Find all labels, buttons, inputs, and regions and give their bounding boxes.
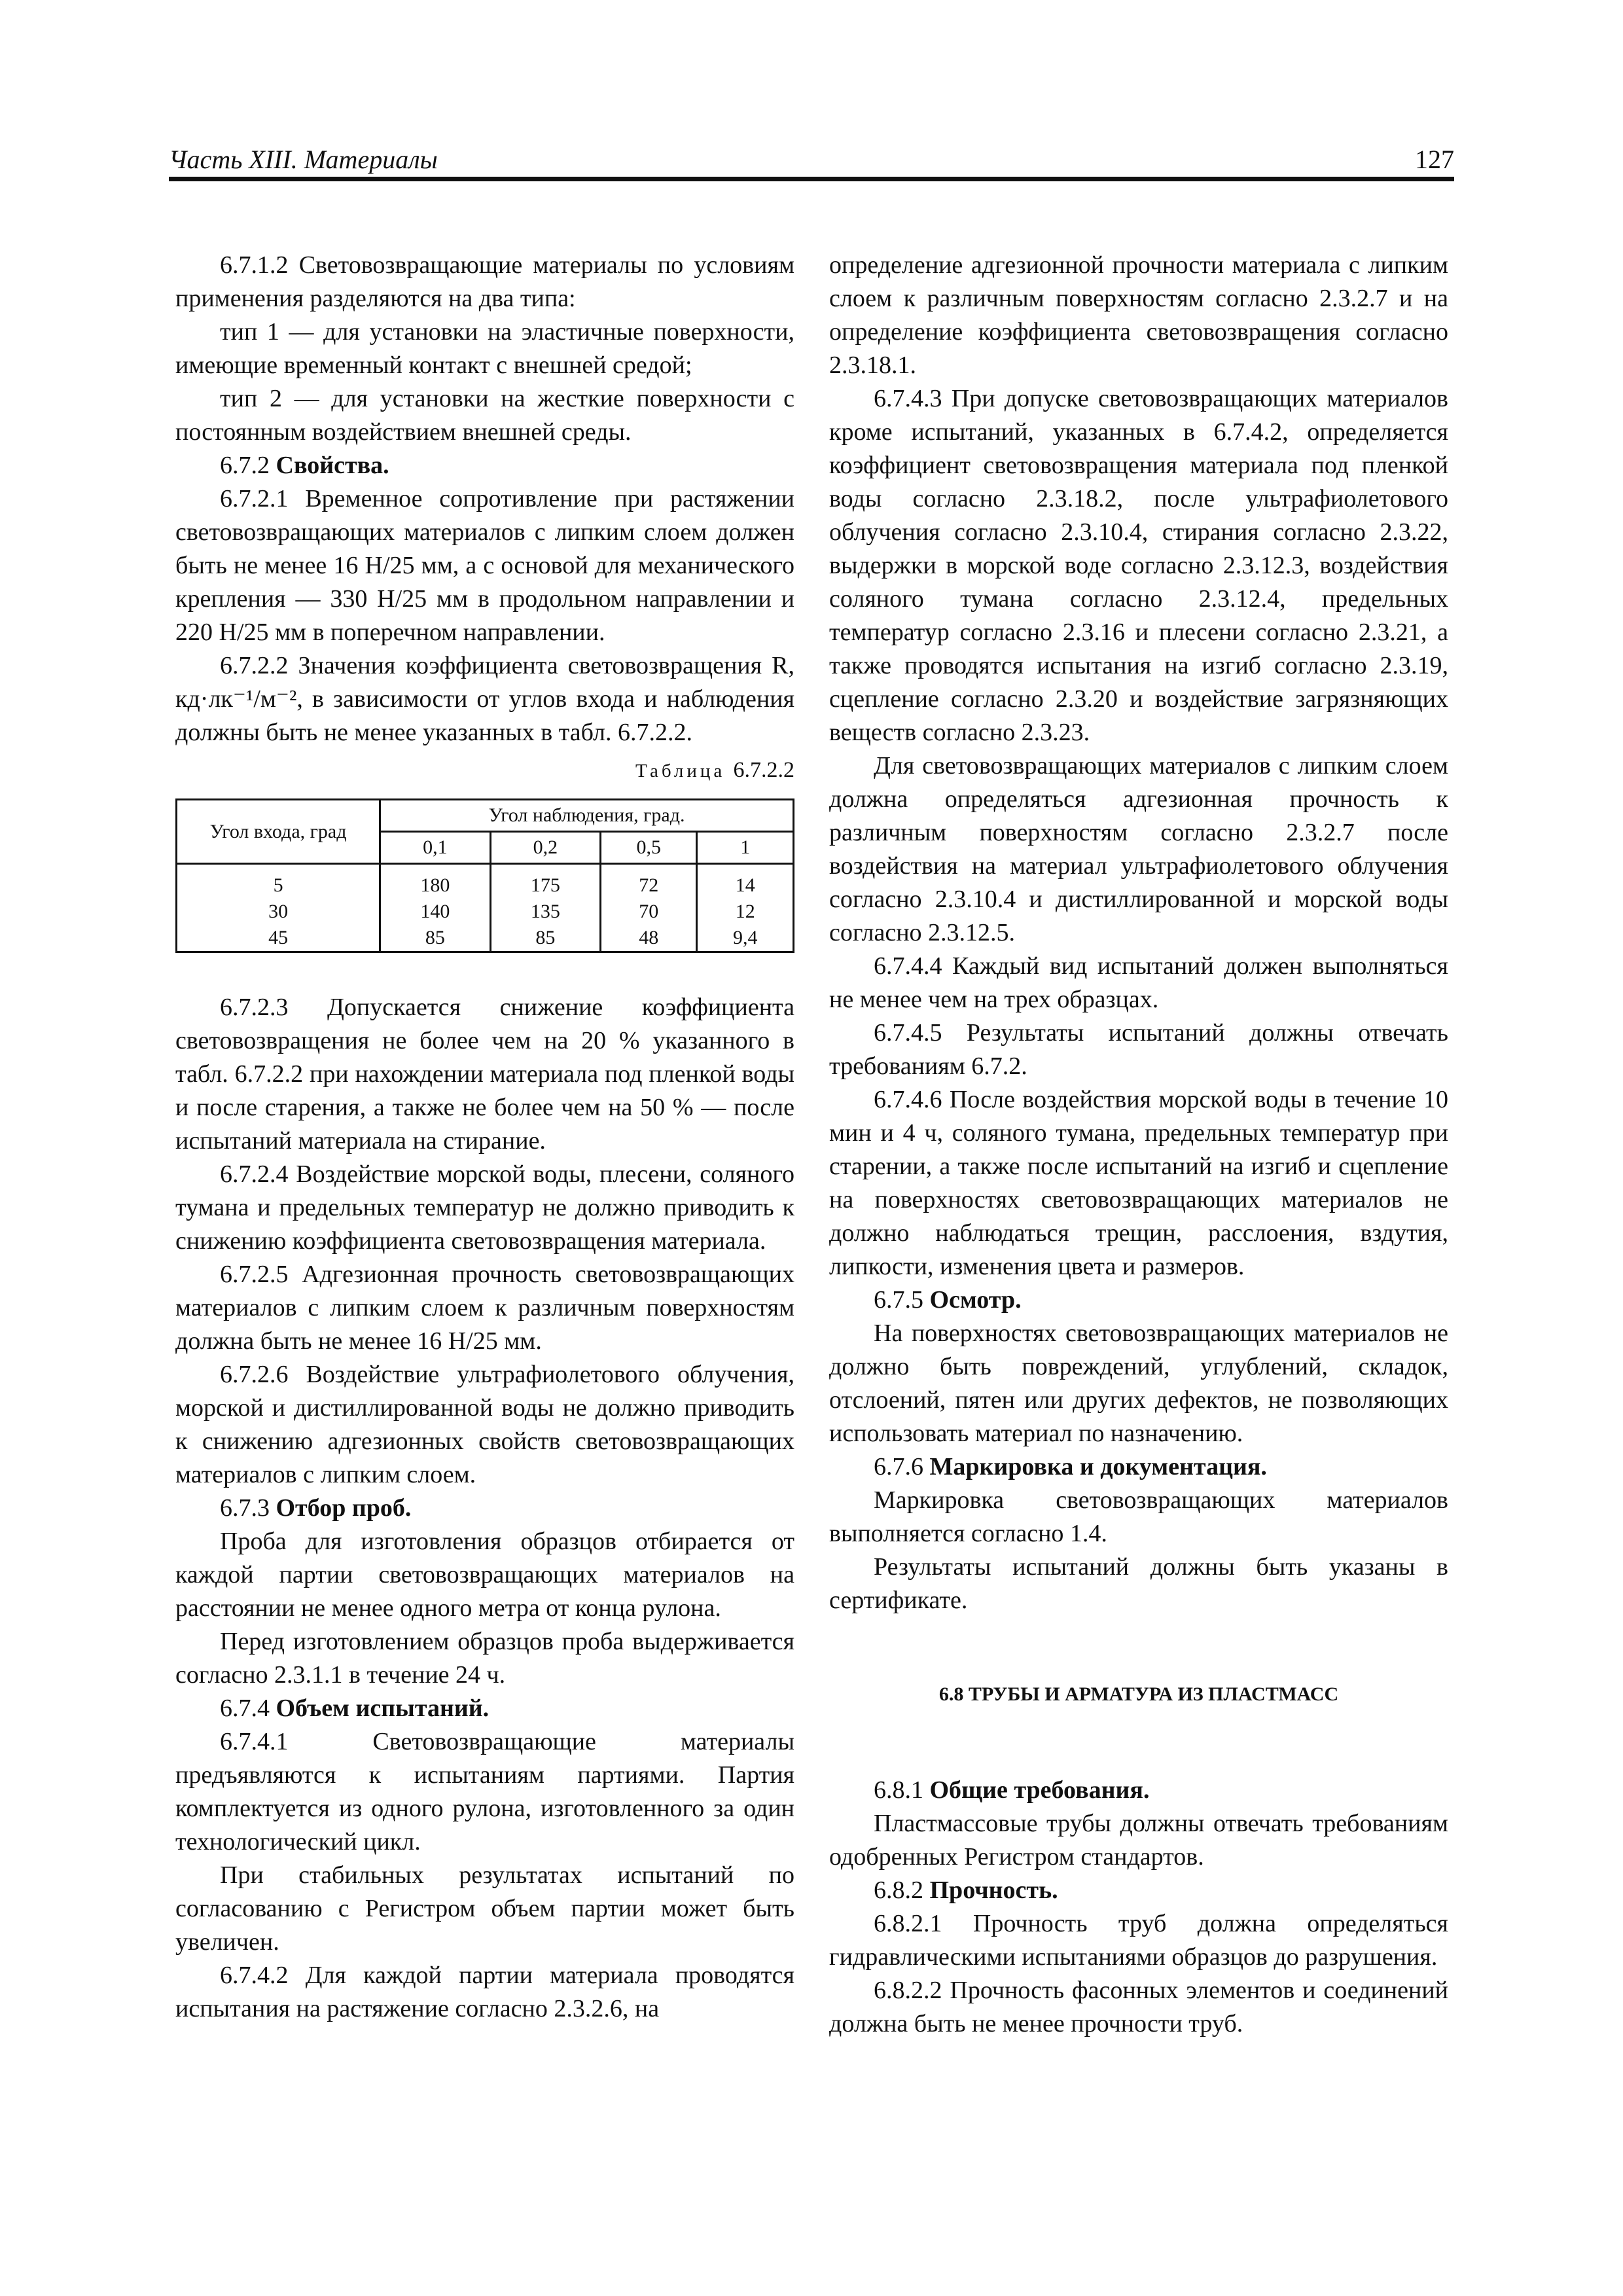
heading-text: Маркировка и документация. [923, 1453, 1267, 1480]
heading-6-7-6 [829, 1450, 1448, 1484]
heading-6-7-4 [175, 1692, 794, 1725]
clause-number: 6.7.6 [874, 1453, 923, 1480]
heading-text: Прочность. [923, 1876, 1058, 1904]
heading-text: Отбор проб. [270, 1494, 412, 1522]
table-row [177, 899, 794, 925]
heading-6-8-2 [829, 1874, 1448, 1907]
clause-number: 6.7.2.3 [220, 994, 289, 1021]
clause-number: 6.7.2.4 [220, 1160, 289, 1188]
paragraph-6-7-4-1 [175, 1725, 794, 1859]
heading-text: Свойства. [270, 452, 389, 479]
table-cell: 12 [697, 899, 794, 925]
paragraph-type-2: тип 2 — для установки на жесткие поверхности с постоянным воздействием внешней среды. [175, 385, 794, 446]
paragraph-6-7-2-5 [175, 1258, 794, 1358]
paragraph-6-7-2-6 [175, 1358, 794, 1492]
paragraph-6-7-2-1 [175, 482, 794, 649]
paragraph-batch-size: При стабильных результатах испытаний по согласованию с Регистром объем партии может быть увеличен. [175, 1861, 794, 1956]
clause-text: Для каждой партии материала проводятся испытания на растяжение согласно 2.3.2.6, на [175, 1962, 794, 2022]
table-cell: 48 [601, 925, 697, 952]
table-caption-number: 6.7.2.2 [733, 758, 794, 782]
paragraph-6-7-2-2 [175, 649, 794, 749]
clause-text: Каждый вид испытаний должен выполняться не менее чем на трех образцах. [829, 952, 1448, 1013]
clause-number: 6.7.2 [220, 452, 270, 479]
table-cell: 180 [380, 864, 490, 899]
right-column [829, 249, 1448, 2041]
heading-6-7-5 [829, 1283, 1448, 1317]
paragraph-6-7-4-5 [829, 1016, 1448, 1083]
clause-text: Временное сопротивление при растяжении световозвращающих материалов с липким слоем должен быть не менее 16 Н/25 мм, а с основой для механического крепления — 330 Н/25 мм в продольном направлении и 220 Н/25 мм в поперечном направлении. [175, 485, 794, 646]
clause-number: 6.7.2.1 [220, 485, 289, 512]
clause-number: 6.7.2.2 [220, 652, 289, 679]
paragraph-6-7-1-2 [175, 249, 794, 315]
clause-number: 6.7.4.3 [874, 385, 942, 412]
clause-text: Световозвращающие материалы по условиям применения разделяются на два типа: [175, 251, 794, 312]
clause-number: 6.7.3 [220, 1494, 270, 1522]
clause-text: Воздействие морской воды, плесени, соляного тумана и предельных температур не должно приводить к снижению коэффициента световозвращения материала. [175, 1160, 794, 1255]
left-column [175, 249, 794, 2026]
clause-number: 6.7.4.6 [874, 1086, 942, 1113]
clause-text: Воздействие ультрафиолетового облучения, морской и дистиллированной воды не должно приводить к снижению адгезионных свойств световозвращающих материалов с липким слоем. [175, 1361, 794, 1488]
clause-number: 6.7.4.4 [874, 952, 942, 980]
clause-text: При допуске световозвращающих материалов кроме испытаний, указанных в 6.7.4.2, определяется коэффициент световозвращения материала под пленкой воды согласно 2.3.18.2, после ультрафиолетового облучения согласно 2.3.10.4, стирания согласно 2.3.22, выдержки в морской воде согласно 2.3.12.3, воздействия соляного тумана согласно 2.3.12.4, предельных температур согласно 2.3.16 и плесени согласно 2.3.21, а также проводятся испытания на изгиб согласно 2.3.19, сцепление согласно 2.3.20 и воздействие загрязняющих веществ согласно 2.3.23. [829, 385, 1448, 746]
section-title-6-8: 6.8 ТРУБЫ И АРМАТУРА ИЗ ПЛАСТМАСС [938, 1683, 1339, 1705]
table-row [177, 925, 794, 952]
paragraph-6-7-4-4 [829, 950, 1448, 1016]
clause-text: Прочность фасонных элементов и соединений должна быть не менее прочности труб. [829, 1977, 1448, 2037]
col-entrance-angle-header: Угол входа, град [177, 800, 380, 864]
heading-6-7-3 [175, 1492, 794, 1525]
heading-6-7-2 [175, 449, 794, 482]
clause-number: 6.7.5 [874, 1286, 923, 1314]
paragraph-6-7-4-2 [175, 1959, 794, 2026]
paragraph-6-8-2-2 [829, 1974, 1448, 2041]
obs-angle-header: 0,5 [601, 832, 697, 864]
obs-angle-header: 0,2 [490, 832, 600, 864]
table-cell: 70 [601, 899, 697, 925]
table-cell: 140 [380, 899, 490, 925]
paragraph-6-7-2-3 [175, 991, 794, 1158]
clause-number: 6.8.2.1 [874, 1910, 942, 1937]
clause-number: 6.8.2 [874, 1876, 923, 1904]
heading-text: Объем испытаний. [270, 1695, 490, 1722]
clause-number: 6.7.1.2 [220, 251, 289, 279]
table-cell: 9,4 [697, 925, 794, 952]
paragraph-adhesion: Для световозвращающих материалов с липким слоем должна определяться адгезионная прочность к различным поверхностям согласно 2.3.2.7 после воздействия на материал ультрафиолетового облучения согласно 2.3.10.4 и дистиллированной и морской воды согласно 2.3.12.5. [829, 752, 1448, 946]
paragraph-continuation: определение адгезионной прочности материала с липким слоем к различным поверхностям согласно 2.3.2.7 и на определение коэффициента световозвращения согласно 2.3.18.1. [829, 251, 1448, 379]
running-header-title: Часть XIII. Материалы [169, 145, 438, 174]
heading-text: Осмотр. [923, 1286, 1022, 1314]
paragraph-6-7-4-3 [829, 382, 1448, 749]
table-caption-word: Таблица [635, 761, 726, 781]
table-cell: 72 [601, 864, 697, 899]
clause-number: 6.7.4.1 [220, 1728, 289, 1755]
table-cell: 45 [177, 925, 380, 952]
table-cell: 14 [697, 864, 794, 899]
clause-number: 6.7.2.6 [220, 1361, 289, 1388]
paragraph-6-7-2-4 [175, 1158, 794, 1258]
observation-angle-group-header: Угол наблюдения, град. [380, 800, 794, 832]
obs-angle-header: 0,1 [380, 832, 490, 864]
table-cell: 135 [490, 899, 600, 925]
paragraph-conditioning: Перед изготовлением образцов проба выдерживается согласно 2.3.1.1 в течение 24 ч. [175, 1628, 794, 1689]
clause-number: 6.7.4 [220, 1695, 270, 1722]
heading-6-8-1 [829, 1774, 1448, 1807]
paragraph-6-7-4-6 [829, 1083, 1448, 1283]
table-cell: 175 [490, 864, 600, 899]
clause-number: 6.7.4.2 [220, 1962, 289, 1989]
table-cell: 85 [490, 925, 600, 952]
table-cell: 5 [177, 864, 380, 899]
page-number: 127 [1415, 145, 1454, 174]
retroreflection-table [175, 798, 794, 953]
clause-text: Световозвращающие материалы предъявляются к испытаниям партиями. Партия комплектуется из одного рулона, изготовленного за один технологический цикл. [175, 1728, 794, 1856]
paragraph-inspection: На поверхностях световозвращающих материалов не должно быть повреждений, углублений, складок, отслоений, пятен или других дефектов, не позволяющих использовать материал по назначению. [829, 1319, 1448, 1447]
paragraph-type-1: тип 1 — для установки на эластичные поверхности, имеющие временный контакт с внешней средой; [175, 318, 794, 379]
paragraph-certificate: Результаты испытаний должны быть указаны в сертификате. [829, 1553, 1448, 1614]
clause-text: После воздействия морской воды в течение 10 мин и 4 ч, соляного тумана, предельных температур при старении, а также после испытаний на изгиб и сцепление на поверхностях световозвращающих материалов не должно наблюдаться трещин, расслоения, вздутия, липкости, изменения цвета и размеров. [829, 1086, 1448, 1280]
paragraph-6-8-2-1 [829, 1907, 1448, 1974]
paragraph-plastic-pipes: Пластмассовые трубы должны отвечать требованиям одобренных Регистром стандартов. [829, 1810, 1448, 1871]
clause-text: Прочность труб должна определяться гидравлическими испытаниями образцов до разрушения. [829, 1910, 1448, 1971]
header-rule [169, 177, 1454, 181]
table-cell: 85 [380, 925, 490, 952]
clause-text: Адгезионная прочность световозвращающих материалов с липким слоем к различным поверхностям должна быть не менее 16 Н/25 мм. [175, 1261, 794, 1355]
obs-angle-header: 1 [697, 832, 794, 864]
table-row [177, 864, 794, 899]
paragraph-marking: Маркировка световозвращающих материалов выполняется согласно 1.4. [829, 1486, 1448, 1547]
clause-text: Допускается снижение коэффициента световозвращения не более чем на 20 % указанного в табл. 6.7.2.2 при нахождении материала под пленкой воды и после старения, а также не более чем на 50 % — после испытаний материала на стирание. [175, 994, 794, 1155]
clause-number: 6.8.1 [874, 1776, 923, 1804]
paragraph-sampling: Проба для изготовления образцов отбирается от каждой партии световозвращающих материалов на расстоянии не менее одного метра от конца рулона. [175, 1528, 794, 1622]
clause-number: 6.7.2.5 [220, 1261, 289, 1288]
heading-text: Общие требования. [923, 1776, 1150, 1804]
spacer [175, 953, 794, 991]
clause-number: 6.7.4.5 [874, 1019, 942, 1047]
clause-number: 6.8.2.2 [874, 1977, 942, 2004]
clause-text: Значения коэффициента световозвращения R, кд·лк⁻¹/м⁻², в зависимости от углов входа и наблюдения должны быть не менее указанных в табл. 6.7.2.2. [175, 652, 794, 746]
table-caption [175, 757, 794, 784]
clause-text: Результаты испытаний должны отвечать требованиям 6.7.2. [829, 1019, 1448, 1080]
table-cell: 30 [177, 899, 380, 925]
